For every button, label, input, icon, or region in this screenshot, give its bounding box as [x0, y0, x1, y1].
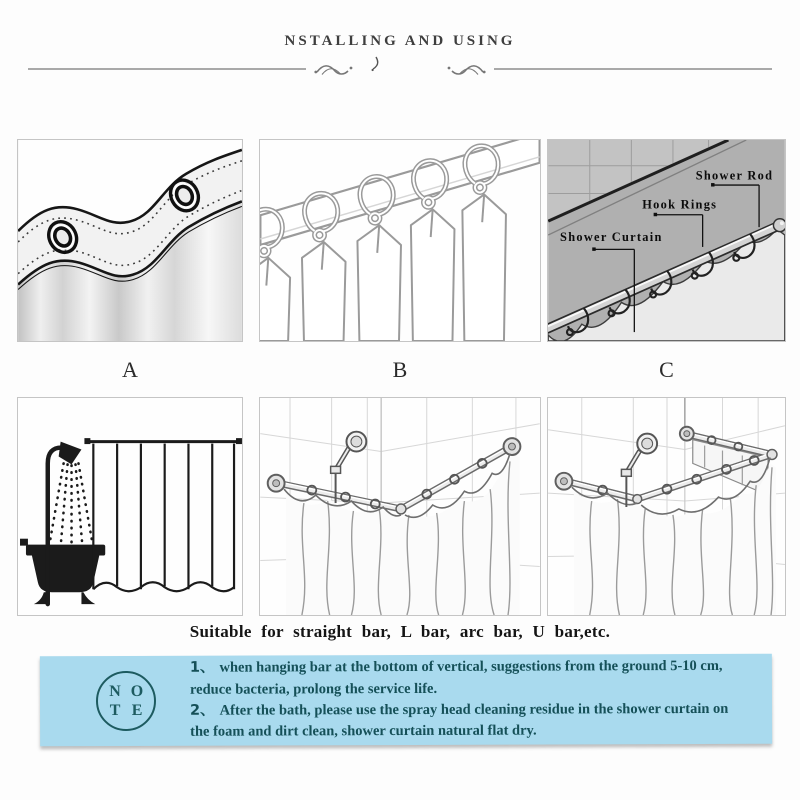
annotation-shower-rod: Shower Rod	[695, 168, 774, 183]
hook-rings-drawing	[260, 140, 540, 341]
note-box	[40, 654, 772, 747]
figure-label-a: A	[122, 356, 138, 382]
note-item-number: 1、	[189, 659, 215, 676]
stamp-letter: N	[109, 682, 121, 701]
note-item-text: when hanging bar at the bottom of vertical, suggestions from the ground 5-10 cm, reduce bacteria, prolong the service life.	[189, 657, 723, 698]
divider-line-left	[28, 68, 306, 70]
figure-row-2	[17, 397, 800, 616]
annotation-hook-rings: Hook Rings	[642, 197, 718, 212]
shower-rod	[556, 427, 777, 504]
figure-row-1	[17, 139, 800, 342]
page-title: NSTALLING AND USING	[284, 33, 516, 49]
divider-line-right	[494, 68, 772, 70]
panel-e-l-bar	[259, 397, 541, 616]
figure-label-c: C	[659, 356, 674, 382]
figure-labels-row	[17, 342, 800, 397]
note-item	[190, 699, 750, 744]
shower-head-icon	[331, 432, 367, 503]
panel-d-straight-bar	[17, 397, 243, 616]
straight-bar-pictogram	[18, 398, 242, 615]
curtain-on-straight-bar	[84, 438, 242, 591]
water-spray	[50, 463, 93, 548]
note-text	[190, 656, 750, 744]
stamp-letter: O	[130, 682, 144, 700]
note-item-number: 2、	[190, 702, 215, 719]
stamp-letter: E	[131, 701, 143, 719]
stamp-letter: T	[109, 701, 121, 720]
divider-gap	[354, 56, 446, 72]
title-divider	[0, 62, 800, 76]
suitability-caption: Suitable for straight bar, L bar, arc bar, U bar,etc.	[189, 622, 611, 641]
panel-c-labeled-installation	[547, 139, 786, 342]
annotation-shower-curtain: Shower Curtain	[560, 229, 663, 244]
labeled-installation-drawing	[548, 140, 785, 341]
panel-f-u-bar	[547, 397, 786, 616]
header	[0, 0, 800, 76]
note-item	[190, 656, 750, 701]
figure-grid	[17, 139, 800, 616]
curtain	[286, 453, 520, 615]
note-item-text: After the bath, please use the spray head cleaning residue in the shower curtain on the foam and dirt clean, shower curtain natural flat dry.	[190, 700, 729, 741]
squiggle-ornament-icon	[314, 62, 354, 76]
note-stamp	[96, 671, 156, 731]
u-bar-drawing	[548, 398, 785, 615]
l-bar-drawing	[260, 398, 540, 615]
squiggle-ornament-icon	[446, 62, 486, 76]
flourish-curl-icon	[370, 56, 380, 72]
figure-label-b: B	[392, 356, 408, 382]
panel-a-grommet-closeup	[17, 139, 243, 342]
note-stamp-letters	[107, 682, 145, 720]
grommet-closeup-drawing	[18, 140, 242, 341]
panel-b-hook-rings	[259, 139, 541, 342]
